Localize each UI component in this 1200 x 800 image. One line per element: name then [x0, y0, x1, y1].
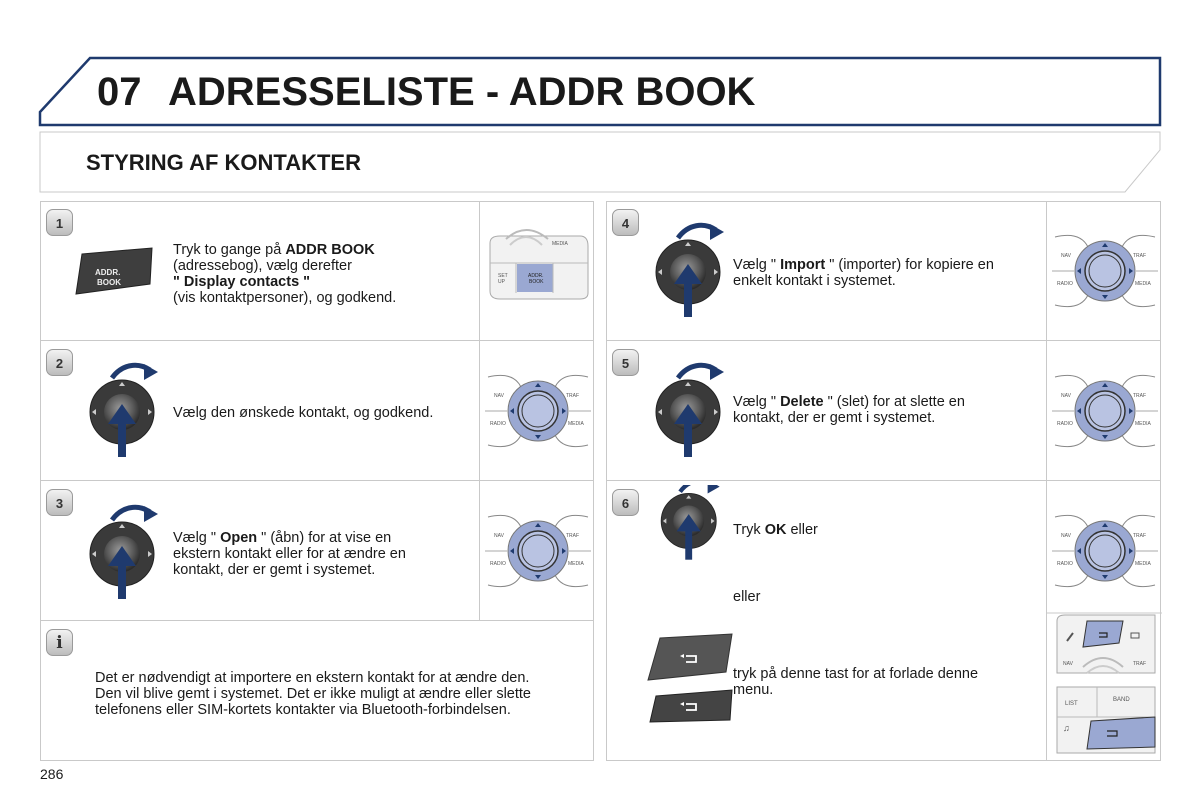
back-button-highlight — [1087, 717, 1155, 749]
music-icon: ♫ — [1063, 723, 1070, 733]
rotary-knob-icon — [648, 362, 738, 462]
rotary-knob-icon — [82, 362, 172, 462]
step-2-text: Vælg den ønskede kontakt, og godkend. — [173, 405, 434, 421]
step-3-text-a: Vælg " — [173, 530, 221, 546]
traf-label: TRAF — [566, 393, 580, 399]
step-4-text-c: enkelt kontakt i systemet. — [733, 273, 896, 289]
step-6-or-text: eller — [733, 589, 761, 605]
rotary-knob-icon — [648, 222, 738, 322]
addr-label-2: BOOK — [529, 279, 544, 285]
info-text — [95, 670, 585, 718]
addr-book-button-label-1: ADDR. — [95, 268, 121, 277]
radio-label: RADIO — [1057, 561, 1073, 567]
rotary-knob-icon — [648, 485, 738, 585]
section-title: STYRING AF KONTAKTER — [86, 150, 361, 175]
nav-label: NAV — [494, 393, 504, 399]
step-3-text — [173, 530, 473, 578]
step-3-thumbnail — [479, 481, 594, 621]
step-1-text — [173, 242, 463, 306]
step-number-badge: 6 — [612, 489, 639, 516]
media-label: MEDIA — [552, 241, 568, 247]
addr-book-button-label-2: BOOK — [97, 278, 121, 287]
media-label: MEDIA — [568, 561, 584, 567]
traf-label: TRAF — [1133, 253, 1147, 259]
step-4-bold-import: Import — [780, 257, 826, 273]
step-6-text-b: eller — [786, 522, 818, 538]
page-number: 286 — [40, 766, 64, 782]
media-label: MEDIA — [1135, 281, 1151, 287]
info-icon: i — [46, 629, 73, 656]
step-6-bold-ok: OK — [764, 522, 787, 538]
controller-illustration — [480, 341, 595, 481]
step-4-text-a: Vælg " — [733, 257, 781, 273]
radio-label: RADIO — [490, 561, 506, 567]
step-6-text-a: Tryk — [733, 522, 765, 538]
radio-label: RADIO — [490, 421, 506, 427]
step-number-badge: 4 — [612, 209, 639, 236]
nav-label: NAV — [494, 533, 504, 539]
step-number-badge: 5 — [612, 349, 639, 376]
radio-label: RADIO — [1057, 421, 1073, 427]
step-1-thumbnail — [479, 201, 594, 341]
controller-illustration — [1047, 341, 1162, 481]
step-3-text-b: " (åbn) for at vise en — [257, 530, 392, 546]
addr-label-1: ADDR. — [528, 273, 544, 279]
step-5-text — [733, 394, 1033, 426]
media-label: MEDIA — [1135, 421, 1151, 427]
step-1-text-a: Tryk to gange på — [173, 242, 286, 258]
chapter-number: 07 — [97, 70, 142, 114]
setup-label-2: UP — [498, 279, 505, 285]
setup-label-1: SET — [498, 273, 508, 279]
step-number-badge: 3 — [46, 489, 73, 516]
step-1-bold-addr-book: ADDR BOOK — [285, 242, 375, 258]
radio-label: RADIO — [1057, 281, 1073, 287]
step-3-text-c: ekstern kontakt eller for at ændre en — [173, 546, 406, 562]
step-1-quote-close: " — [299, 274, 311, 290]
step-6-back-text-b: menu. — [733, 682, 774, 698]
step-2-thumbnail — [479, 341, 594, 481]
nav-label: NAV — [1061, 393, 1071, 399]
step-4-text-b: " (importer) for kopiere en — [825, 257, 994, 273]
step-6-back-text — [733, 666, 1033, 698]
controller-illustration — [1047, 201, 1162, 341]
nav-label: NAV — [1063, 661, 1073, 667]
step-4-text — [733, 257, 1033, 289]
media-label: MEDIA — [568, 421, 584, 427]
chapter-title: ADRESSELISTE - ADDR BOOK — [168, 70, 756, 114]
band-label: BAND — [1113, 697, 1130, 703]
step-5-text-c: kontakt, der er gemt i systemet. — [733, 410, 936, 426]
nav-label: NAV — [1061, 253, 1071, 259]
step-4-thumbnail — [1046, 201, 1161, 341]
info-line-3: telefonens eller SIM-kortets kontakter via Bluetooth-forbindelsen. — [95, 702, 511, 718]
step-5-thumbnail — [1046, 341, 1161, 481]
controller-illustration — [480, 481, 595, 621]
info-line-1: Det er nødvendigt at importere en ekstern kontakt for at ændre den. — [95, 670, 530, 686]
step-6-text — [733, 522, 1033, 538]
list-label: LIST — [1065, 701, 1078, 707]
back-key-icon — [640, 628, 740, 728]
step-5-text-a: Vælg " — [733, 394, 781, 410]
step-3-text-d: kontakt, der er gemt i systemet. — [173, 562, 376, 578]
info-line-2: Den vil blive gemt i systemet. Det er ikke muligt at ændre eller slette — [95, 686, 531, 702]
step-1-bold-display-contacts: Display contacts — [183, 274, 300, 290]
step-6-back-text-a: tryk på denne tast for at forlade denne — [733, 666, 979, 682]
media-label: MEDIA — [1135, 561, 1151, 567]
step-number-badge: 1 — [46, 209, 73, 236]
step-5-bold-delete: Delete — [780, 394, 824, 410]
traf-label: TRAF — [566, 533, 580, 539]
step-3-bold-open: Open — [220, 530, 258, 546]
traf-label: TRAF — [1133, 393, 1147, 399]
step-number-badge: 2 — [46, 349, 73, 376]
nav-label: NAV — [1061, 533, 1071, 539]
traf-label: TRAF — [1133, 533, 1147, 539]
step-1-quote-open: " — [173, 274, 184, 290]
controller-illustration — [1047, 481, 1162, 761]
step-5-text-b: " (slet) for at slette en — [823, 394, 965, 410]
step-6-thumbnail — [1046, 481, 1161, 761]
traf-label: TRAF — [1133, 661, 1147, 667]
rotary-knob-icon — [82, 504, 172, 604]
step-1-text-c: (vis kontaktpersoner), og godkend. — [173, 290, 397, 306]
addr-book-panel-illustration — [480, 201, 595, 341]
step-1-text-b: (adressebog), vælg derefter — [173, 258, 352, 274]
back-button-highlight — [1083, 621, 1123, 647]
